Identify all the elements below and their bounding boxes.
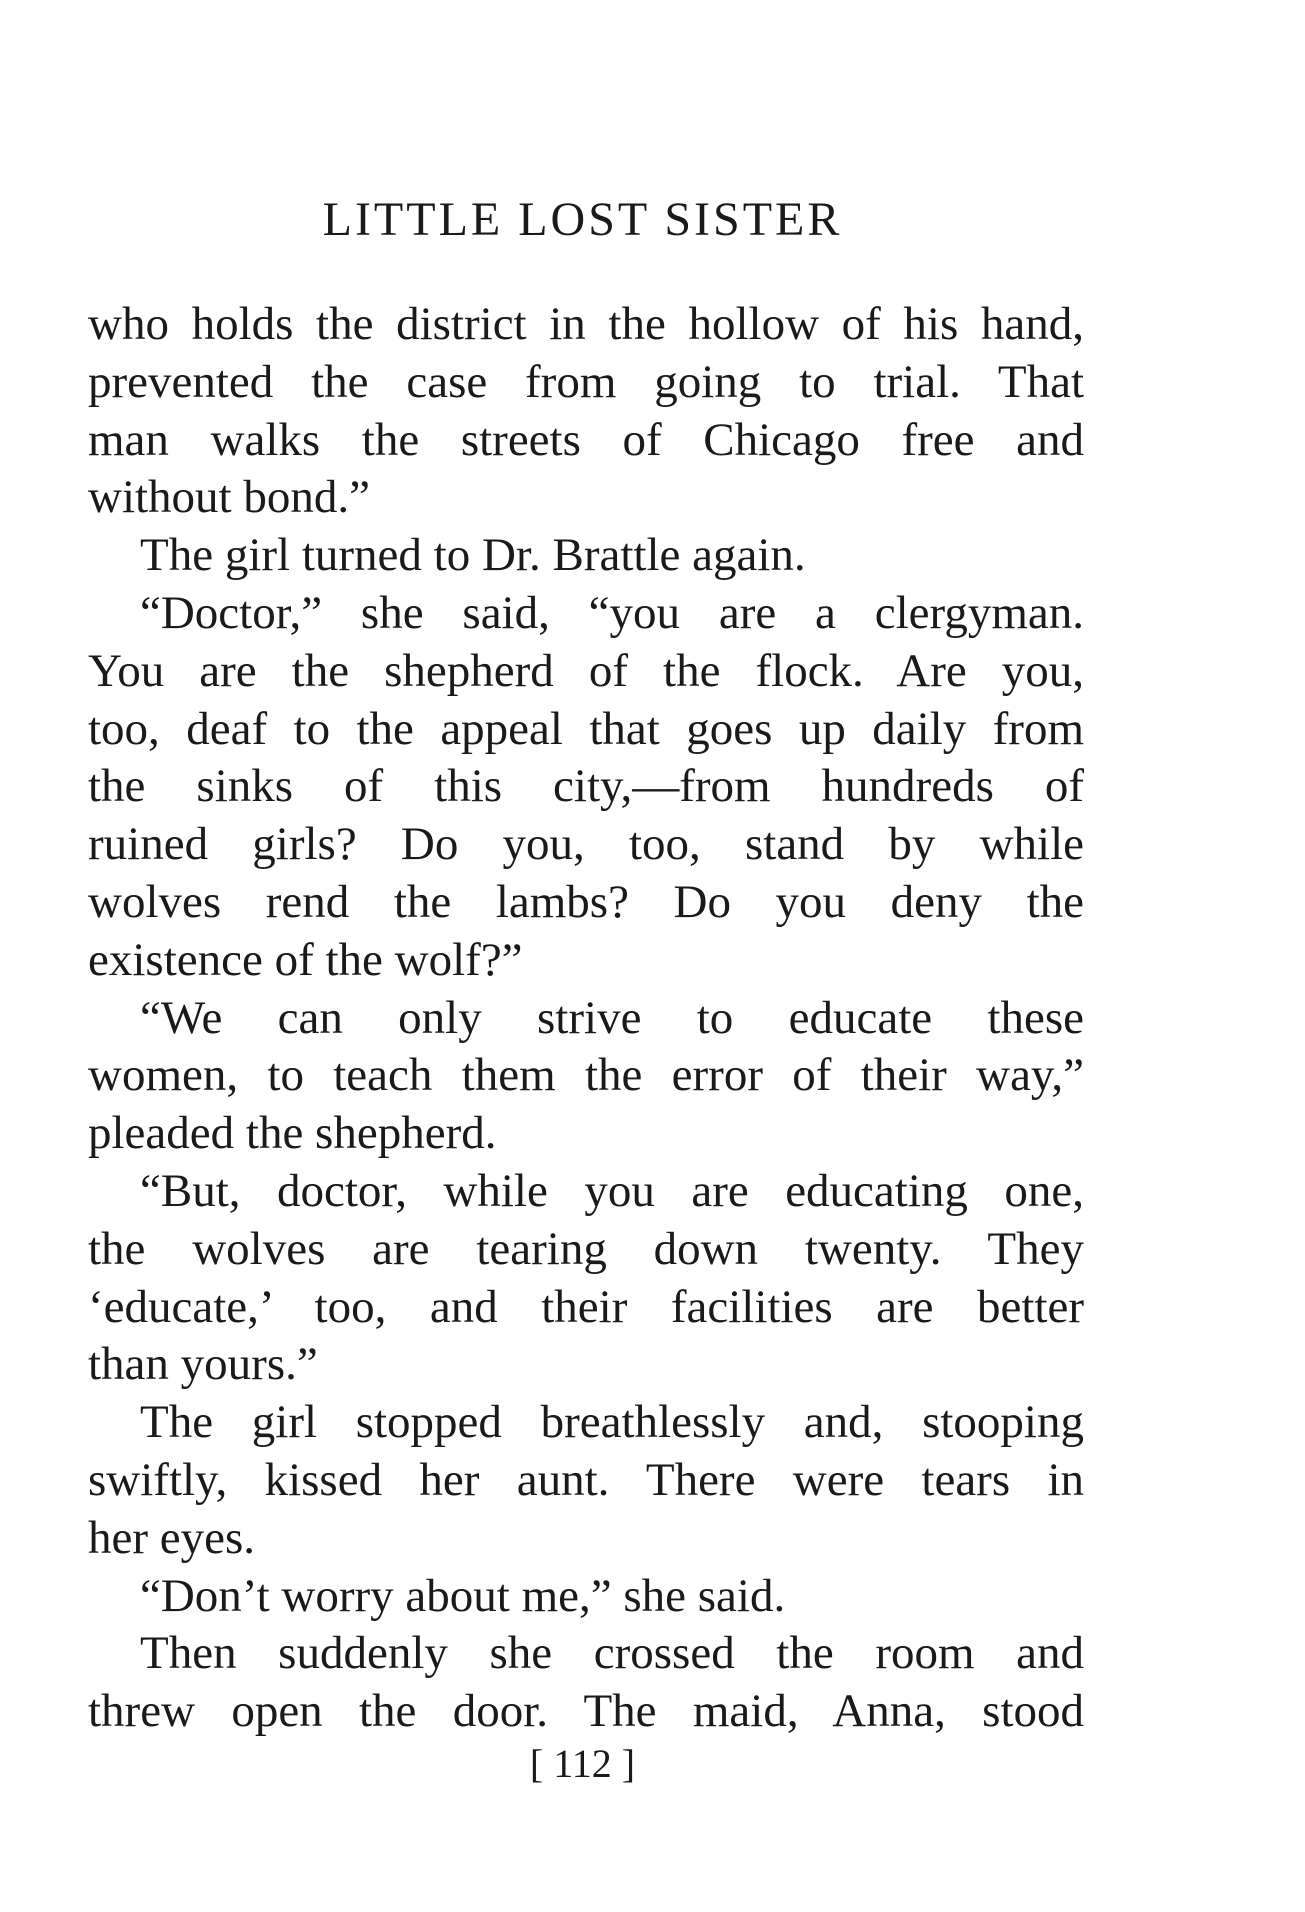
text-line: ‘educate,’ too, and their facilities are better bbox=[88, 1280, 1084, 1333]
text-line: ruined girls? Do you, too, stand by while bbox=[88, 818, 1084, 871]
text-line: “Don’t worry about me,” she said. bbox=[140, 1569, 786, 1622]
text-line: without bond.” bbox=[88, 471, 370, 524]
text-line: than yours.” bbox=[88, 1338, 318, 1391]
text-line: her eyes. bbox=[88, 1511, 256, 1564]
text-line: The girl turned to Dr. Brattle again. bbox=[140, 529, 806, 582]
text-line: wolves rend the lambs? Do you deny the bbox=[88, 875, 1084, 928]
text-line: swiftly, kissed her aunt. There were tears in bbox=[88, 1453, 1084, 1506]
text-line: the sinks of this city,—from hundreds of bbox=[88, 760, 1084, 813]
running-title: LITTLE LOST SISTER bbox=[322, 193, 843, 246]
text-line: “Doctor,” she said, “you are a clergyman. bbox=[140, 586, 1084, 639]
text-line: prevented the case from going to trial. That bbox=[88, 355, 1084, 408]
text-line: Then suddenly she crossed the room and bbox=[140, 1627, 1084, 1680]
text-line: You are the shepherd of the flock. Are you, bbox=[88, 644, 1084, 697]
text-line: women, to teach them the error of their way,” bbox=[88, 1049, 1084, 1102]
page-number: [ 112 ] bbox=[529, 1741, 636, 1786]
text-line: existence of the wolf?” bbox=[88, 933, 523, 986]
text-line: who holds the district in the hollow of his hand, bbox=[88, 298, 1084, 350]
text-line: man walks the streets of Chicago free and bbox=[88, 413, 1084, 466]
text-line: “But, doctor, while you are educating one, bbox=[140, 1164, 1084, 1217]
text-line: the wolves are tearing down twenty. They bbox=[88, 1222, 1084, 1275]
text-line: The girl stopped breathlessly and, stooping bbox=[140, 1396, 1084, 1449]
text-line: “We can only strive to educate these bbox=[140, 991, 1084, 1044]
text-line: threw open the door. The maid, Anna, stood bbox=[88, 1685, 1084, 1738]
body-text bbox=[88, 296, 1084, 1741]
text-line: pleaded the shepherd. bbox=[88, 1107, 497, 1160]
text-line: too, deaf to the appeal that goes up daily from bbox=[88, 702, 1084, 755]
